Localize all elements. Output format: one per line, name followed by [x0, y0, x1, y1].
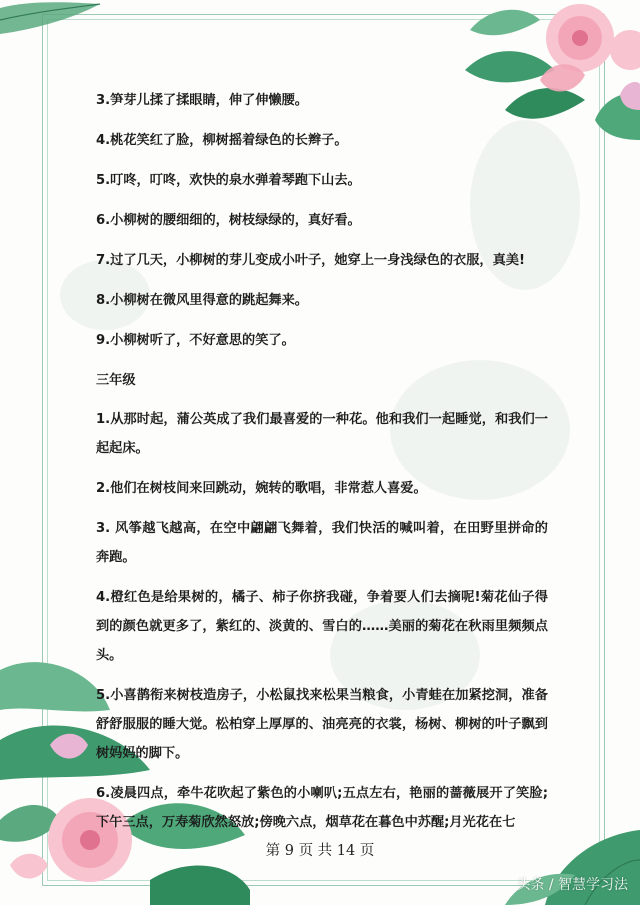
paragraph: 5.小喜鹊衔来树枝造房子，小松鼠找来松果当粮食，小青蛙在加紧挖洞，准备舒舒服服的睡大觉。松柏穿上厚厚的、油亮亮的衣裳，杨树、柳树的叶子飘到树妈妈的脚下。: [96, 688, 548, 761]
section-heading: 三年级: [96, 373, 136, 388]
page-number-footer: 第 9 页 共 14 页: [265, 843, 375, 859]
paragraph: 7.过了几天，小柳树的芽儿变成小叶子，她穿上一身浅绿色的衣服，真美!: [96, 253, 526, 268]
paragraph: 4.橙红色是给果树的，橘子、柿子你挤我碰，争着要人们去摘呢!菊花仙子得到的颜色就更多了，紫红的、淡黄的、雪白的……美丽的菊花在秋雨里频频点头。: [96, 590, 548, 663]
paragraph: 3. 风筝越飞越高，在空中翩翩飞舞着，我们快活的喊叫着，在田野里拼命的奔跑。: [96, 521, 548, 565]
paragraph: 8.小柳树在微风里得意的跳起舞来。: [96, 293, 308, 308]
paragraph: 2.他们在树枝间来回跳动，婉转的歌唱，非常惹人喜爱。: [96, 481, 427, 496]
paragraph: 6.凌晨四点，牵牛花吹起了紫色的小喇叭;五点左右，艳丽的蔷薇展开了笑脸;下午三点，万寿菊欣然怒放;傍晚六点，烟草花在暮色中苏醒;月光花在七: [96, 786, 548, 830]
watermark: 头条 / 智慧学习法: [516, 877, 628, 893]
leaf-corner-top-left: [0, 0, 110, 40]
paragraph: 1.从那时起，蒲公英成了我们最喜爱的一种花。他和我们一起睡觉，和我们一起起床。: [96, 412, 548, 456]
paragraph: 4.桃花笑红了脸，柳树摇着绿色的长辫子。: [96, 133, 348, 148]
paragraph: 5.叮咚，叮咚，欢快的泉水弹着琴跑下山去。: [96, 173, 361, 188]
paragraph: 6.小柳树的腰细细的，树枝绿绿的，真好看。: [96, 213, 361, 228]
body-text: [96, 86, 548, 848]
paragraph: 9.小柳树听了，不好意思的笑了。: [96, 333, 295, 348]
paragraph: 3.笋芽儿揉了揉眼睛，伸了伸懒腰。: [96, 93, 308, 108]
